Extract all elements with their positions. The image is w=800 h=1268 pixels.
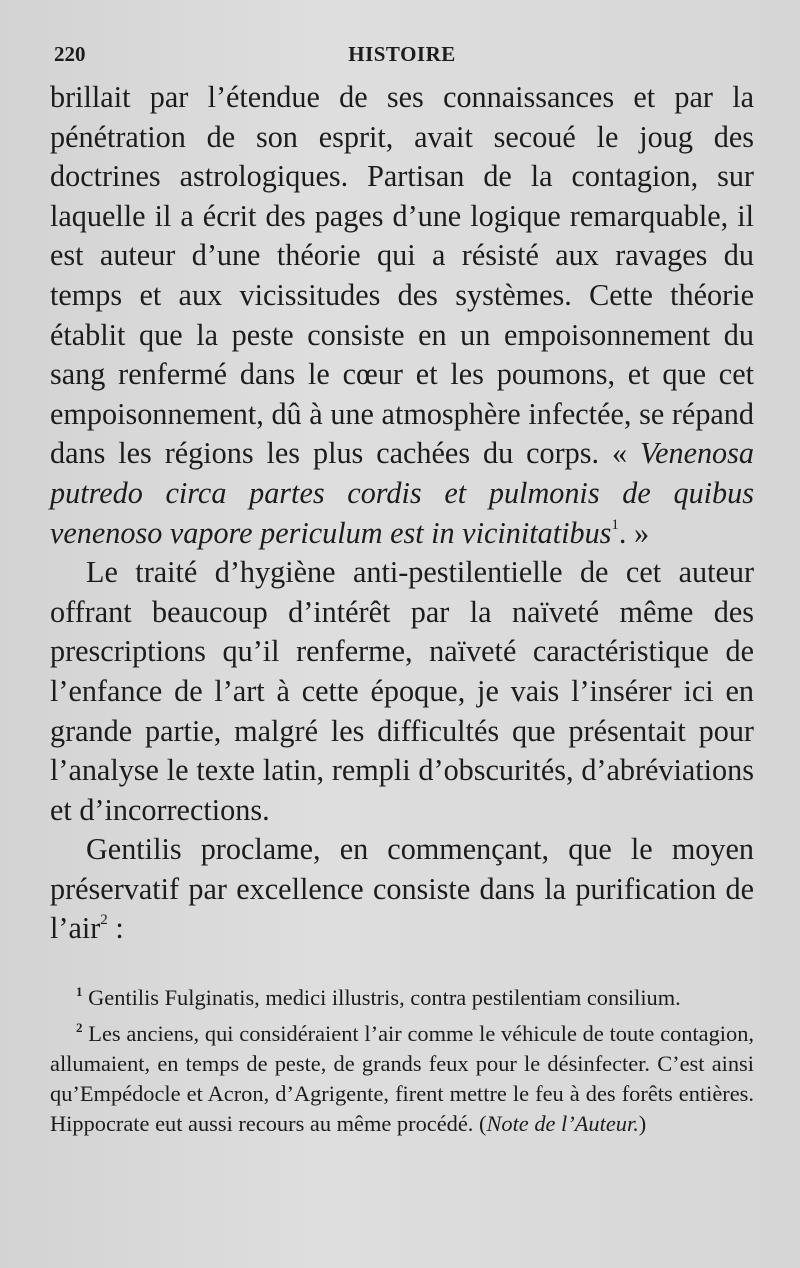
latin-quote: Venenosa putredo circa partes cordis et pulmonis de quibus venenoso vapore periculum est in vicinitatibus bbox=[50, 436, 754, 550]
footnote-2-mark: 2 bbox=[76, 1020, 83, 1036]
footnote-2 bbox=[50, 1019, 754, 1139]
footnote-ref-1: 1 bbox=[611, 516, 619, 533]
running-head: HISTOIRE bbox=[348, 42, 456, 66]
footnote-ref-2: 2 bbox=[100, 912, 108, 929]
footnote-2-text: Les anciens, qui considéraient l’air comme le véhicule de toute contagion, allumaient, en temps de peste, de grands feux pour le désinfecter. C’est ainsi qu’Empédocle et Acron, d’Agrigente, firent mettre le feu à des forêts entières. Hippocrate eut aussi recours au même procédé. ( bbox=[50, 1021, 754, 1137]
footnote-1-text: Gentilis Fulginatis, medici illustris, contra pestilentiam consilium. bbox=[82, 985, 681, 1011]
footnote-1 bbox=[50, 983, 754, 1013]
paragraph-3-text: Gentilis proclame, en commençant, que le moyen préservatif par excellence consiste dans la purification de l’air bbox=[50, 832, 754, 946]
footnote-1-mark: 1 bbox=[76, 984, 83, 1000]
footnote-2-end: ) bbox=[638, 1111, 647, 1137]
footnote-2-attribution: Note de l’Auteur. bbox=[486, 1111, 639, 1137]
paragraph-3 bbox=[50, 830, 754, 949]
paragraph-2-text: Le traité d’hygiène anti-pestilentielle de cet auteur offrant beaucoup d’intérêt par la naïveté même des prescriptions qu’il renferme, naïveté caractéristique de l’enfance de l’art à cette époque, je vais l’insérer ici en grande partie, malgré les difficultés que présentait pour l’analyse le texte latin, rempli d’obscurités, d’abréviations et d’incorrections. bbox=[50, 555, 754, 827]
paragraph-3-end: : bbox=[107, 911, 124, 946]
page-header bbox=[50, 38, 754, 72]
paragraph-2 bbox=[50, 553, 754, 830]
page-number: 220 bbox=[54, 42, 86, 66]
paragraph-1-text: brillait par l’étendue de ses connaissances et par la pénétration de son esprit, avait secoué le joug des doctrines astrologiques. Partisan de la contagion, sur laquelle il a écrit des pages d’une logique remarquable, il est auteur d’une théorie qui a résisté aux ravages du temps et aux vicissitudes des systèmes. Cette théorie établit que la peste consiste en un empoisonnement du sang renfermé dans le cœur et les poumons, et que cet empoisonnement, dû à une atmosphère infectée, se répand dans les régions les plus cachées du corps. « bbox=[50, 80, 754, 471]
footnotes bbox=[50, 983, 754, 1139]
paragraph-1 bbox=[50, 78, 754, 553]
main-text bbox=[50, 78, 754, 949]
paragraph-1-end: . » bbox=[618, 515, 650, 550]
